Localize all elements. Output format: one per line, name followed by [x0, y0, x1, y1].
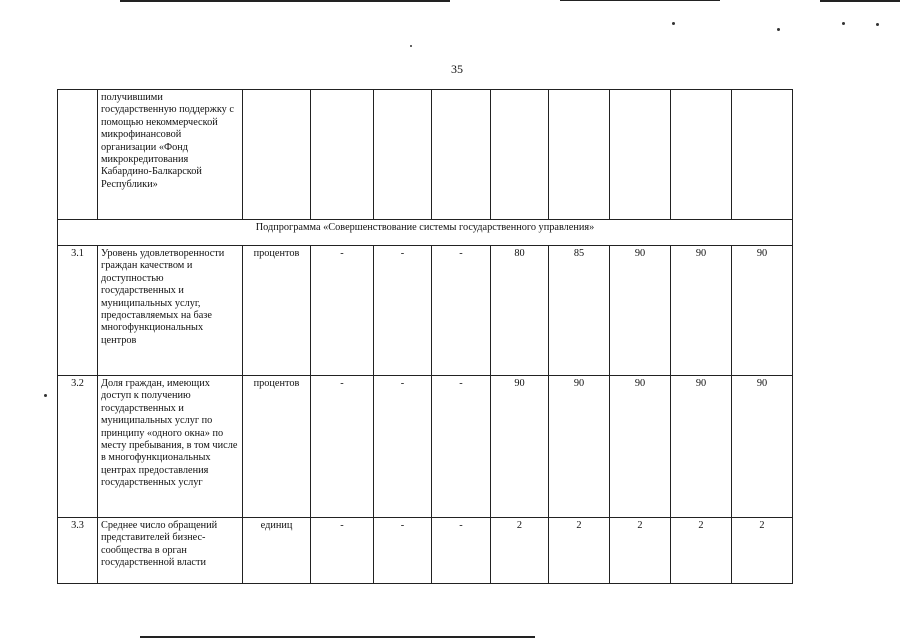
- scan-artifact-speck: [44, 394, 47, 397]
- value-cell: 90: [549, 376, 610, 518]
- value-cell: -: [311, 376, 374, 518]
- row-number-cell: [58, 90, 98, 220]
- table-row-continued: [58, 90, 793, 220]
- row-number-cell: 3.2: [58, 376, 98, 518]
- value-cell: 90: [732, 376, 793, 518]
- scan-artifact-top-line: [560, 0, 720, 1]
- empty-cell: [243, 90, 311, 220]
- scan-artifact-top-line: [120, 0, 450, 2]
- value-cell: -: [311, 246, 374, 376]
- row-number-cell: 3.1: [58, 246, 98, 376]
- value-cell: 90: [610, 246, 671, 376]
- empty-cell: [432, 90, 491, 220]
- unit-cell: процентов: [243, 246, 311, 376]
- indicators-table: [57, 89, 793, 584]
- indicator-name-cell: Среднее число обращений представителей бизнес-сообщества в орган государственной власти: [98, 518, 243, 584]
- value-cell: 80: [491, 246, 549, 376]
- empty-cell: [549, 90, 610, 220]
- value-cell: 2: [491, 518, 549, 584]
- unit-cell: процентов: [243, 376, 311, 518]
- empty-cell: [610, 90, 671, 220]
- value-cell: -: [432, 246, 491, 376]
- table-row-3-1: [58, 246, 793, 376]
- value-cell: 90: [671, 376, 732, 518]
- scan-artifact-speck: [842, 22, 845, 25]
- value-cell: -: [432, 376, 491, 518]
- empty-cell: [732, 90, 793, 220]
- value-cell: -: [432, 518, 491, 584]
- value-cell: -: [311, 518, 374, 584]
- scan-artifact-speck: [672, 22, 675, 25]
- empty-cell: [374, 90, 432, 220]
- indicator-name-cell: Доля граждан, имеющих доступ к получению государственных и муниципальных услуг по принципу «одного окна» по месту пребывания, в том числе в многофункциональных центрах предоставления государственных услуг: [98, 376, 243, 518]
- scan-artifact-speck: [777, 28, 780, 31]
- empty-cell: [491, 90, 549, 220]
- page-number: 35: [451, 62, 463, 76]
- empty-cell: [311, 90, 374, 220]
- value-cell: 2: [671, 518, 732, 584]
- value-cell: 90: [610, 376, 671, 518]
- indicator-name-cell: Уровень удовлетворенности граждан качеством и доступностью государственных и муниципальных услуг, предоставляемых на базе многофункциональных центров: [98, 246, 243, 376]
- scan-artifact-bottom-line: [140, 636, 535, 638]
- table-row-3-2: [58, 376, 793, 518]
- value-cell: 90: [732, 246, 793, 376]
- scan-artifact-speck: [876, 23, 879, 26]
- value-cell: 2: [549, 518, 610, 584]
- value-cell: 2: [732, 518, 793, 584]
- value-cell: -: [374, 376, 432, 518]
- value-cell: -: [374, 246, 432, 376]
- value-cell: -: [374, 518, 432, 584]
- value-cell: 85: [549, 246, 610, 376]
- empty-cell: [671, 90, 732, 220]
- value-cell: 2: [610, 518, 671, 584]
- table-row-subprogram: [58, 220, 793, 246]
- subprogram-title: Подпрограмма «Совершенствование системы государственного управления»: [58, 220, 793, 246]
- value-cell: 90: [671, 246, 732, 376]
- scan-artifact-speck: [410, 45, 412, 47]
- indicator-name-cell: получившими государственную поддержку с помощью некоммерческой микрофинансовой организации «Фонд микрокредитования Кабардино-Балкарской Республики»: [98, 90, 243, 220]
- value-cell: 90: [491, 376, 549, 518]
- unit-cell: единиц: [243, 518, 311, 584]
- table-row-3-3: [58, 518, 793, 584]
- scan-artifact-top-line: [820, 0, 900, 2]
- row-number-cell: 3.3: [58, 518, 98, 584]
